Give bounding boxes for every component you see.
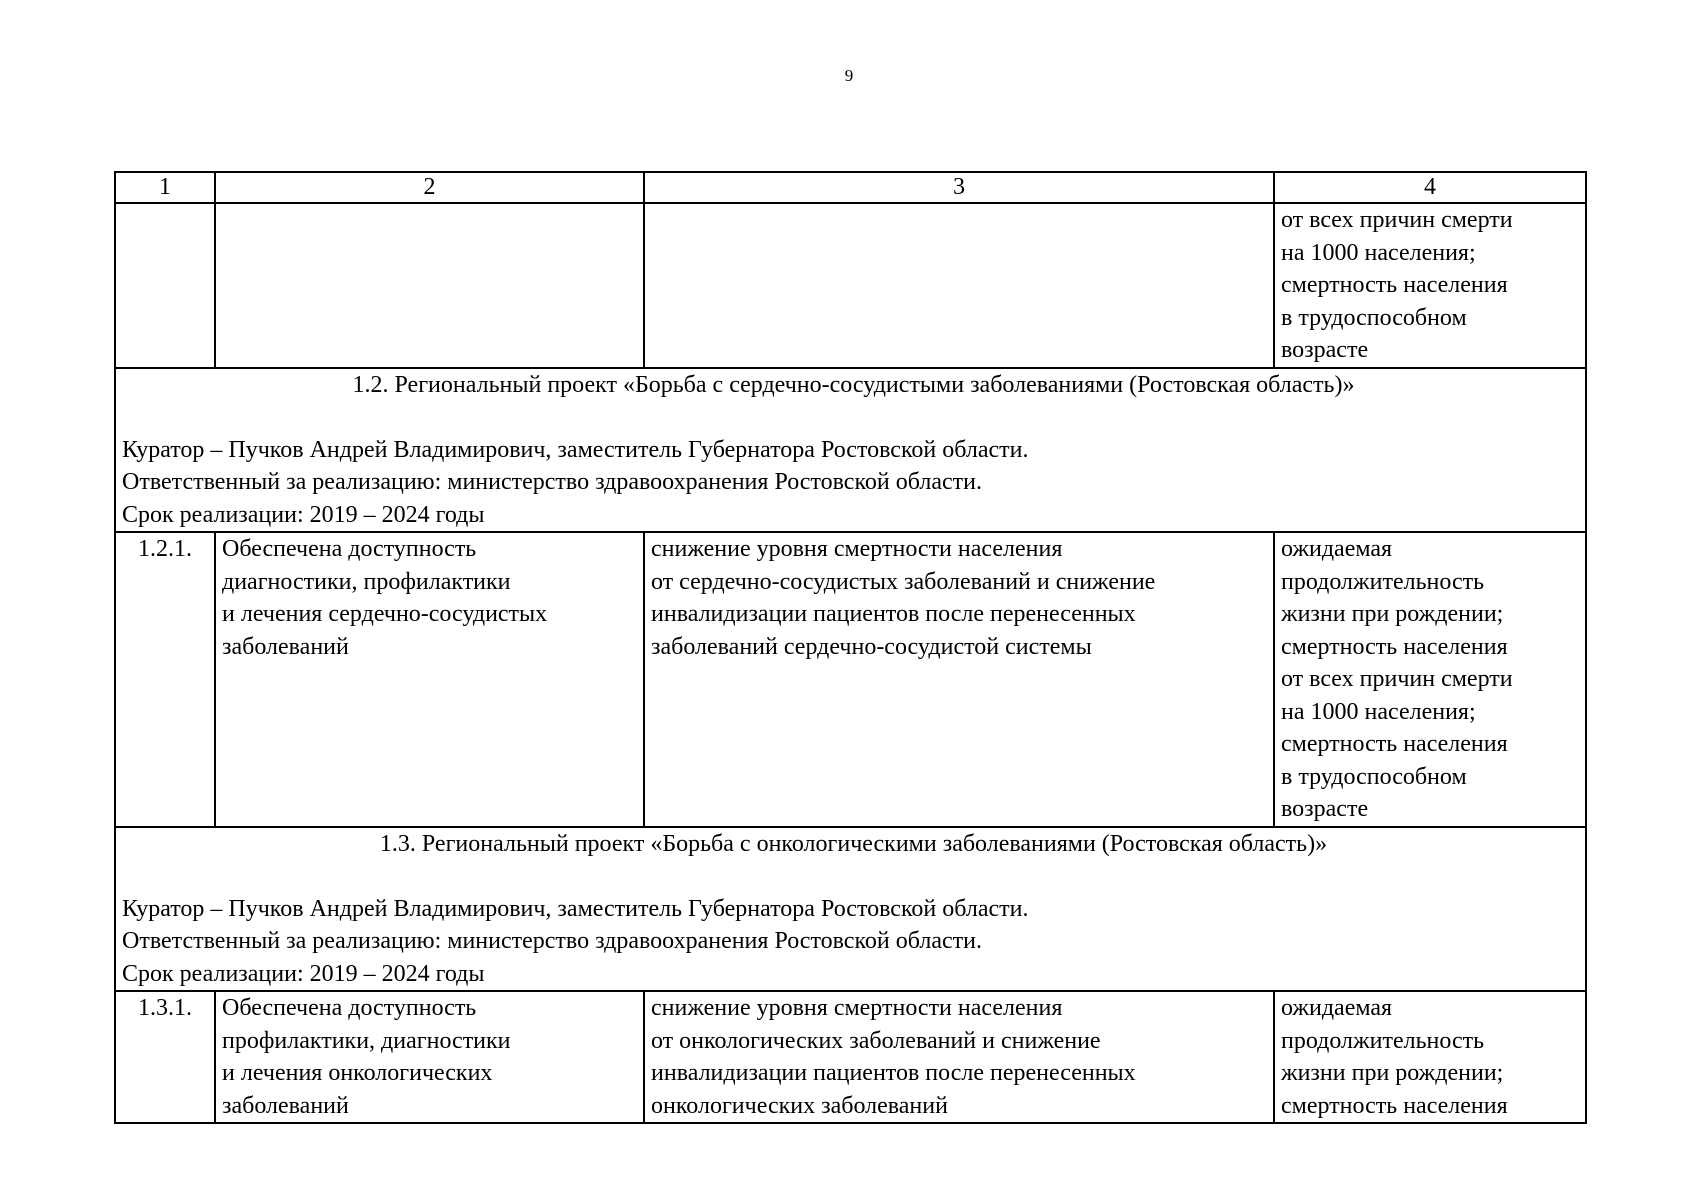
effect-line: от сердечно-сосудистых заболеваний и снижение <box>651 568 1156 595</box>
indicator-line: смертность населения <box>1281 731 1508 757</box>
table-header-row <box>115 172 1586 203</box>
result-line: профилактики, диагностики <box>222 1027 511 1054</box>
effect-line: инвалидизации пациентов после перенесенных <box>651 601 1136 627</box>
result-cell <box>215 991 644 1123</box>
section-term: Срок реализации: 2019 – 2024 годы <box>122 501 485 528</box>
section-header-cell <box>115 368 1586 533</box>
continuation-row <box>115 203 1586 368</box>
cont-col2-cell <box>215 203 644 368</box>
blank-line <box>122 860 1585 893</box>
indicator-line: от всех причин смерти <box>1281 666 1513 692</box>
indicator-line: смертность населения <box>1281 633 1508 660</box>
cont-col3-cell <box>644 203 1274 368</box>
indicator-line: в трудоспособном <box>1281 763 1467 790</box>
section-header-row <box>115 827 1586 992</box>
section-responsible: Ответственный за реализацию: министерство здравоохранения Ростовской области. <box>122 469 982 495</box>
effect-line: от онкологических заболеваний и снижение <box>651 1027 1101 1054</box>
indicator-line: возрасте <box>1281 796 1369 822</box>
indicator-line: ожидаемая <box>1281 995 1393 1021</box>
program-table <box>114 171 1587 1124</box>
effect-line: онкологических заболеваний <box>651 1092 948 1119</box>
result-cell <box>215 532 644 827</box>
result-line: диагностики, профилактики <box>222 568 511 595</box>
cont-col4-line: смертность населения <box>1281 272 1508 298</box>
table-row <box>115 991 1586 1123</box>
cont-col4-cell <box>1274 203 1586 368</box>
cont-col4-line: в трудоспособном <box>1281 304 1467 331</box>
result-line: заболеваний <box>222 1092 349 1119</box>
section-curator: Куратор – Пучков Андрей Владимирович, заместитель Губернатора Ростовской области. <box>122 436 1029 463</box>
section-responsible: Ответственный за реализацию: министерство здравоохранения Ростовской области. <box>122 928 982 954</box>
cont-num-cell <box>115 203 215 368</box>
section-title: 1.2. Региональный проект «Борьба с сердечно-сосудистыми заболеваниями (Ростовская область)» <box>352 371 1355 398</box>
effect-line: инвалидизации пациентов после перенесенных <box>651 1060 1136 1086</box>
indicator-cell <box>1274 991 1586 1123</box>
page-number: 9 <box>844 66 854 85</box>
indicator-line: жизни при рождении; <box>1281 1060 1504 1086</box>
section-header-cell <box>115 827 1586 992</box>
indicator-line: смертность населения <box>1281 1092 1508 1119</box>
indicator-line: на 1000 населения; <box>1281 698 1476 725</box>
header-col-3: 3 <box>644 172 1274 203</box>
result-line: Обеспечена доступность <box>222 995 477 1021</box>
cont-col4-line: возрасте <box>1281 337 1369 363</box>
section-curator: Куратор – Пучков Андрей Владимирович, заместитель Губернатора Ростовской области. <box>122 895 1029 922</box>
section-term: Срок реализации: 2019 – 2024 годы <box>122 960 485 987</box>
table-row <box>115 532 1586 827</box>
section-title: 1.3. Региональный проект «Борьба с онкологическими заболеваниями (Ростовская область)» <box>379 830 1328 857</box>
header-col-1: 1 <box>115 172 215 203</box>
indicator-line: жизни при рождении; <box>1281 601 1504 627</box>
result-line: Обеспечена доступность <box>222 536 477 562</box>
indicator-cell <box>1274 532 1586 827</box>
indicator-line: продолжительность <box>1281 568 1485 595</box>
row-number: 1.2.1. <box>115 532 215 827</box>
row-number: 1.3.1. <box>115 991 215 1123</box>
result-line: и лечения сердечно-сосудистых <box>222 601 548 627</box>
header-col-2: 2 <box>215 172 644 203</box>
blank-line <box>122 401 1585 434</box>
effect-line: заболеваний сердечно-сосудистой системы <box>651 633 1092 660</box>
header-col-4: 4 <box>1274 172 1586 203</box>
effect-line: снижение уровня смертности населения <box>651 995 1063 1021</box>
effect-line: снижение уровня смертности населения <box>651 536 1063 562</box>
section-header-row <box>115 368 1586 533</box>
cont-col4-line: на 1000 населения; <box>1281 239 1476 266</box>
result-line: заболеваний <box>222 633 349 660</box>
effect-cell <box>644 532 1274 827</box>
indicator-line: ожидаемая <box>1281 536 1393 562</box>
result-line: и лечения онкологических <box>222 1060 493 1086</box>
cont-col4-line: от всех причин смерти <box>1281 207 1513 233</box>
effect-cell <box>644 991 1274 1123</box>
indicator-line: продолжительность <box>1281 1027 1485 1054</box>
